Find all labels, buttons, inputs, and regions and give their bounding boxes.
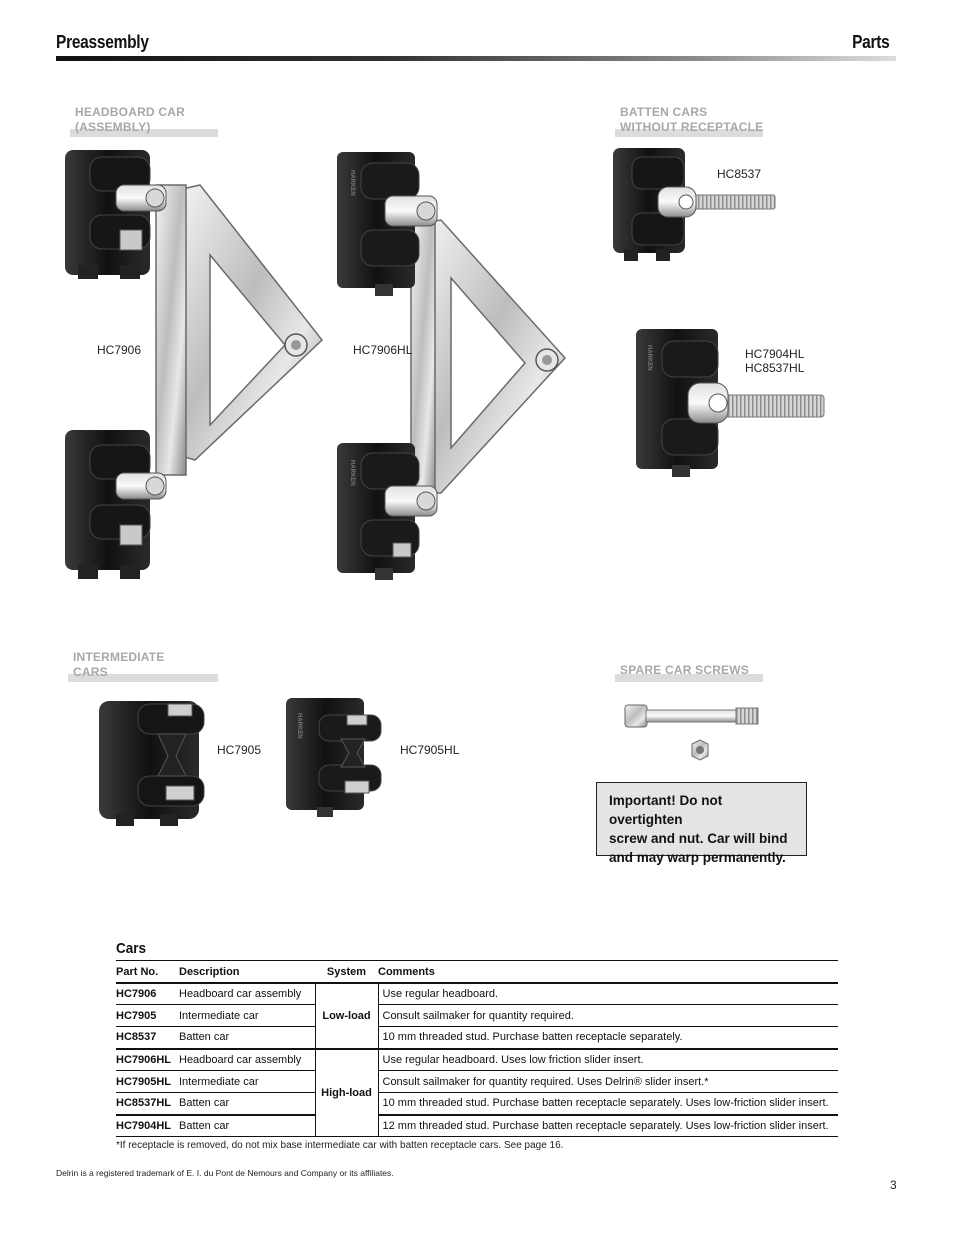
table-row [116,1049,838,1071]
headboard-label-line2: (ASSEMBLY) [75,120,151,134]
intermediate-label-line1: INTERMEDIATE [73,650,165,664]
intermediate-section-label [73,650,165,680]
important-note [596,782,807,865]
comments-cell: Consult sailmaker for quantity required. Uses Delrin® slider insert.* [378,1071,838,1093]
table-row [116,1093,838,1115]
table-row [116,1027,838,1049]
description-cell: Batten car [179,1115,315,1137]
description-cell: Batten car [179,1027,315,1049]
header-title-left: Preassembly [56,32,149,52]
hc7906hl-headboard-car-image [333,148,573,583]
description-cell: Intermediate car [179,1005,315,1027]
description-cell: Intermediate car [179,1071,315,1093]
part-no-cell: HC8537HL [116,1093,179,1115]
table-row [116,1071,838,1093]
part-no-cell: HC7906 [116,983,179,1005]
hc7904hl-brand: HARKEN [646,345,652,371]
batten-label-line2: WITHOUT RECEPTACLE [620,120,764,134]
table-row [116,1115,838,1137]
batten-label-line1: BATTEN CARS [620,105,708,119]
hc7905hl-label: HC7905HL [400,743,460,757]
system-cell-low-load: Low-load [315,983,378,1049]
part-no-cell: HC7904HL [116,1115,179,1137]
hc7906hl-label: HC7906HL [353,343,413,357]
hc8537-batten-car-image [610,145,780,265]
hc7905-label: HC7905 [217,743,262,757]
header-rule [56,56,896,61]
comments-cell: 12 mm threaded stud. Purchase batten receptacle separately. Uses low-friction slider insert. [378,1115,838,1137]
cars-table-title: Cars [116,940,147,957]
page-number: 3 [890,1178,897,1192]
comments-cell: Use regular headboard. Uses low friction slider insert. [378,1049,838,1071]
headboard-section-label [75,105,185,135]
spare-car-screw-image [620,700,765,770]
spare-label-line1: SPARE CAR SCREWS [620,663,749,677]
part-no-cell: HC8537 [116,1027,179,1049]
headboard-label-line1: HEADBOARD CAR [75,105,185,119]
batten-section-label [620,105,763,135]
th-description: Description [179,961,315,983]
table-row [116,1005,838,1027]
hc7904hl-label: HC7904HL [745,347,805,361]
description-cell: Headboard car assembly [179,983,315,1005]
th-comments: Comments [378,961,838,983]
hc7905hl-brand: HARKEN [296,713,302,739]
trademark-notice: Delrin is a registered trademark of E. I. du Pont de Nemours and Company or its affiliates. [56,1168,394,1178]
comments-cell: Use regular headboard. [378,983,838,1005]
important-line1: Important! Do not overtighten [609,793,723,827]
hc7905hl-intermediate-car-image [283,695,393,820]
comments-cell: 10 mm threaded stud. Purchase batten receptacle separately. Uses low-friction slider insert. [378,1093,838,1115]
hc7905-intermediate-car-image [96,696,211,836]
part-no-cell: HC7905HL [116,1071,179,1093]
table-row [116,983,838,1005]
comments-cell: Consult sailmaker for quantity required. [378,1005,838,1027]
part-no-cell: HC7906HL [116,1049,179,1071]
hc7906-headboard-car-image [60,145,330,590]
description-cell: Batten car [179,1093,315,1115]
table-header-row [116,961,838,983]
comments-cell: 10 mm threaded stud. Purchase batten receptacle separately. [378,1027,838,1049]
hc7906hl-brand-top: HARKEN [349,170,355,196]
th-system: System [315,961,378,983]
hc7904hl-hc8537hl-label [745,347,804,375]
cars-table [116,960,838,1137]
hc8537hl-label: HC8537HL [745,361,805,375]
intermediate-label-line2: CARS [73,665,108,679]
important-line2: screw and nut. Car will bind [609,831,788,846]
spare-section-label [620,663,749,678]
hc7906hl-brand-bottom: HARKEN [349,460,355,486]
description-cell: Headboard car assembly [179,1049,315,1071]
system-cell-high-load: High-load [315,1049,378,1137]
important-line3: and may warp permanently. [609,850,786,865]
header-title-right: Parts [852,32,890,52]
part-no-cell: HC7905 [116,1005,179,1027]
hc7906-label: HC7906 [97,343,142,357]
table-footnote: *If receptacle is removed, do not mix base intermediate car with batten receptacle cars. See page 16. [116,1140,564,1151]
hc8537-label: HC8537 [717,167,762,181]
th-part-no: Part No. [116,961,179,983]
